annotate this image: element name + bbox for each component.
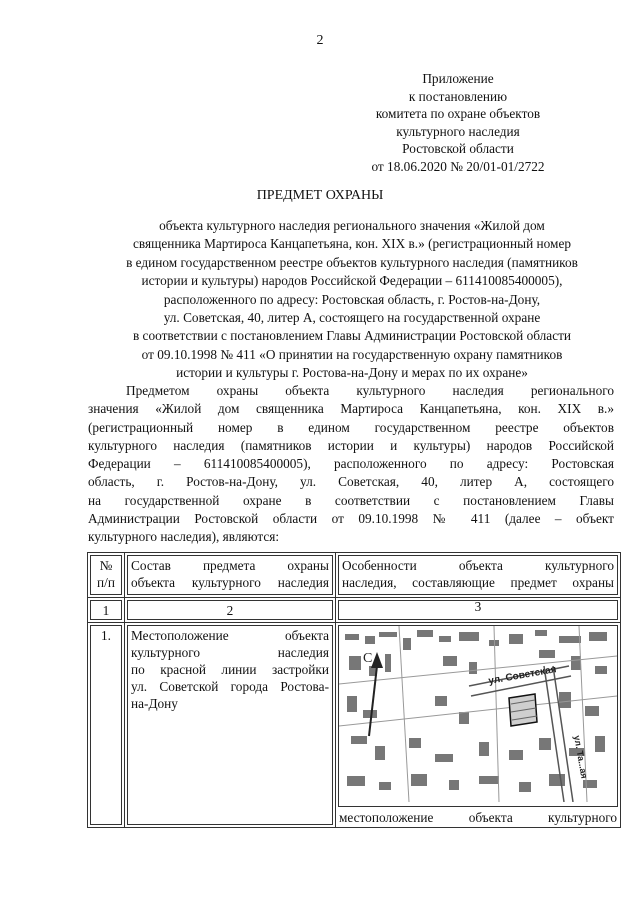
header-composition-line: Состав предмета охраны	[131, 558, 329, 573]
location-map	[338, 625, 618, 807]
column-number: 1	[90, 600, 122, 620]
location-map-image	[339, 626, 617, 802]
paragraph-line: культурного наследия), являются:	[88, 529, 280, 545]
table-header-row	[88, 553, 621, 598]
paragraph-line: на государственной охране в соответствии с постановлением Главы	[88, 492, 614, 508]
paragraph-line: Федерации – 611410085400005), расположенного по адресу: Ростовская	[88, 456, 614, 472]
heritage-object-marker	[509, 694, 537, 726]
document-heading: ПРЕДМЕТ ОХРАНЫ	[256, 188, 384, 203]
header-num-cell	[88, 553, 125, 598]
composition-line: культурного наследия	[131, 645, 329, 660]
column-number: 2	[127, 600, 333, 620]
paragraph-line: Администрации Ростовской области от 09.10.1998 № 411 (далее – объект	[88, 511, 614, 527]
map-caption: местоположение объекта культурного	[339, 810, 617, 825]
header-num-line: п/п	[97, 575, 115, 590]
paragraph-line: значения «Жилой дом священника Мартироса Канцапетьяна, кон. XIX в.»	[88, 401, 614, 417]
row-num-cell	[88, 623, 125, 828]
column-number-cell	[336, 598, 621, 623]
column-number-cell	[125, 598, 336, 623]
row-composition-cell	[125, 623, 336, 828]
appendix-block	[340, 70, 576, 175]
appendix-line: комитета по охране объектов	[375, 106, 541, 121]
composition-line: ул. Советской города Ростова-	[131, 679, 329, 694]
subtitle-line: объекта культурного наследия регионального значения «Жилой дом	[159, 218, 545, 233]
street-label-sovetskaya: ул. Советская	[487, 664, 558, 687]
header-features-cell	[336, 553, 621, 598]
row-number: 1.	[90, 625, 122, 825]
subtitle-line: священника Мартироса Канцапетьяна, кон. XIX в.» (регистрационный номер	[132, 236, 572, 252]
paragraph-line: область, г. Ростов-на-Дону, ул. Советская, 40, литер А, состоящего	[88, 474, 614, 490]
document-subtitle	[88, 217, 616, 383]
composition-line: на-Дону	[131, 696, 178, 711]
subtitle-line: истории и культуры г. Ростова-на-Дону и мерах по их охране»	[176, 365, 528, 381]
paragraph-line: культурного наследия (памятников истории и культуры) народов Российской	[88, 437, 614, 453]
subtitle-line: в едином государственном реестре объектов культурного наследия (памятников	[126, 254, 578, 270]
body-paragraph	[88, 382, 614, 547]
page-number: 2	[316, 33, 324, 48]
appendix-line: культурного наследия	[396, 123, 520, 139]
paragraph-line: Предметом охраны объекта культурного наследия регионального	[126, 383, 614, 398]
column-number-cell	[88, 598, 125, 623]
header-features-line: наследия, составляющие предмет охраны	[342, 575, 614, 590]
appendix-line: Приложение	[422, 71, 494, 86]
appendix-line: Ростовской области	[402, 141, 514, 156]
subtitle-line: расположенного по адресу: Ростовская область, г. Ростов-на-Дону,	[163, 291, 541, 307]
column-number: 3	[338, 600, 618, 620]
row-features-cell	[336, 623, 621, 828]
street-label-cross: ул. Та...ая	[572, 734, 590, 780]
subtitle-line: ул. Советская, 40, литер А, состоящего на государственной охране	[163, 310, 541, 326]
appendix-line: к постановлению	[408, 88, 508, 104]
header-composition-cell	[125, 553, 336, 598]
north-label: С	[363, 651, 373, 666]
appendix-line: от 18.06.2020 № 20/01-01/2722	[371, 158, 545, 174]
header-composition-line: объекта культурного наследия	[131, 575, 329, 590]
subtitle-line: истории и культуры) народов Российской Федерации – 611410085400005),	[141, 273, 563, 289]
composition-line: Местоположение объекта	[131, 628, 329, 643]
table-row	[88, 623, 621, 828]
paragraph-line: (регистрационный номер в едином государственном реестре объектов	[88, 419, 614, 435]
table-column-number-row	[88, 598, 621, 623]
header-features-line: Особенности объекта культурного	[342, 558, 614, 573]
header-num-line: №	[99, 558, 113, 573]
composition-line: по красной линии застройки	[131, 662, 329, 677]
protection-subject-table	[87, 552, 621, 828]
subtitle-line: в соответствии с постановлением Главы Администрации Ростовской области	[132, 328, 572, 344]
subtitle-line: от 09.10.1998 № 411 «О принятии на государственную охрану памятников	[141, 346, 563, 362]
